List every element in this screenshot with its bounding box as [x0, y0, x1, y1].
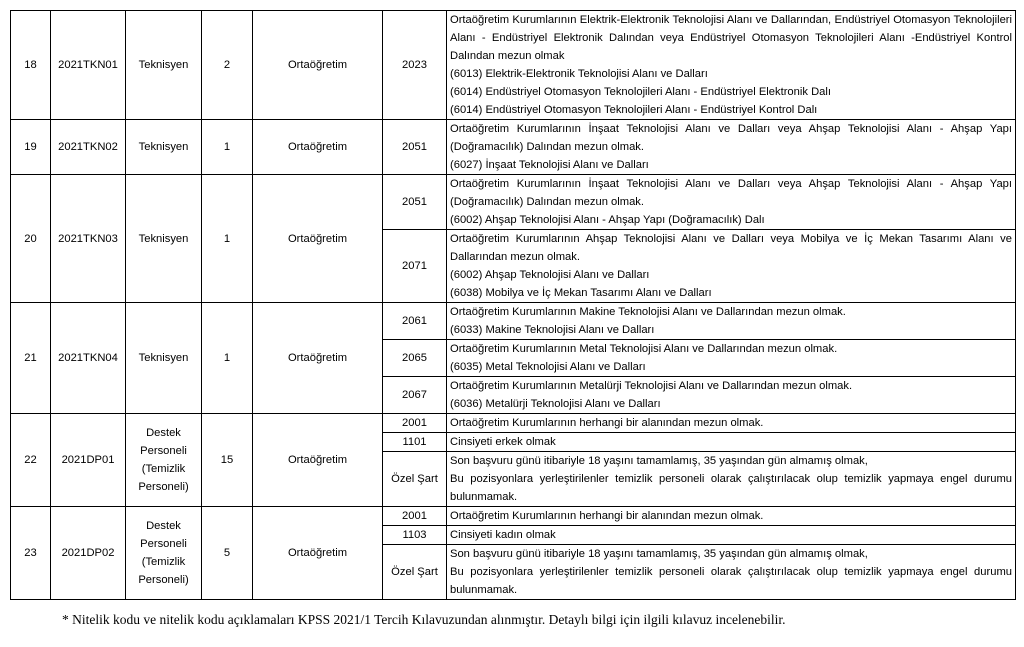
- description-line: Cinsiyeti erkek olmak: [450, 436, 556, 448]
- position-title-line: Teknisyen: [138, 232, 189, 245]
- qualification-code: 2051: [383, 175, 447, 230]
- description-line: (6002) Ahşap Teknolojisi Alanı ve Dalları: [450, 269, 650, 281]
- description-line: Ortaöğretim Kurumlarının Elektrik-Elektronik Teknolojisi Alanı ve Dallarından, Endüstriyel Otomasyon Teknolojileri Alanı - Endüstriyel Elektronik Dalından veya Endüstriyel Otomasyon Teknolojileri Alanı -Endüstriyel Kontrol Dalından mezun olmak: [450, 14, 1012, 62]
- qualification-code: 2061: [383, 303, 447, 340]
- description-line: Ortaöğretim Kurumlarının Metalürji Teknolojisi Alanı ve Dallarından mezun olmak.: [450, 380, 853, 392]
- qualification-code: 2001: [383, 507, 447, 526]
- position-code: 2021TKN01: [51, 11, 126, 120]
- position-code: 2021DP02: [51, 507, 126, 600]
- position-title: [126, 11, 202, 120]
- table-row: [11, 120, 1016, 175]
- qualification-description: [447, 526, 1016, 545]
- position-title-line: Destek: [146, 427, 181, 439]
- qualification-description: [447, 414, 1016, 433]
- description-line: Bu pozisyonlara yerleştirilenler temizlik personeli olarak çalıştırılacak olup temizlik yapmaya engel durumu bulunmamak.: [450, 566, 1012, 596]
- education-level: Ortaöğretim: [253, 414, 383, 507]
- staff-count: 1: [202, 120, 253, 175]
- education-level: Ortaöğretim: [253, 507, 383, 600]
- position-title: [126, 414, 202, 507]
- qualification-code: 2001: [383, 414, 447, 433]
- table-row: [11, 414, 1016, 433]
- qualification-code: 2065: [383, 340, 447, 377]
- table-body: [11, 11, 1016, 600]
- qualification-code: 2023: [383, 11, 447, 120]
- description-line: (6027) İnşaat Teknolojisi Alanı ve Dalları: [450, 159, 649, 171]
- qualification-code: 1101: [383, 433, 447, 452]
- staff-count: 15: [202, 414, 253, 507]
- position-title-line: Teknisyen: [138, 352, 189, 364]
- position-title: [126, 120, 202, 175]
- education-level: Ortaöğretim: [253, 11, 383, 120]
- description-line: (6038) Mobilya ve İç Mekan Tasarımı Alanı ve Dalları: [450, 287, 712, 299]
- staff-count: 5: [202, 507, 253, 600]
- position-title-line: Personeli: [140, 538, 187, 550]
- education-level: Ortaöğretim: [253, 303, 383, 414]
- footnote: * Nitelik kodu ve nitelik kodu açıklamaları KPSS 2021/1 Tercih Kılavuzundan alınmıştır. Detaylı bilgi için ilgili kılavuz incelenebilir.: [62, 612, 786, 627]
- table-row: [11, 175, 1016, 230]
- qualification-code: 2071: [383, 230, 447, 303]
- description-line: Son başvuru günü itibariyle 18 yaşını tamamlamış, 35 yaşından gün almamış olmak,: [450, 455, 868, 467]
- position-title-line: Personeli): [138, 574, 189, 586]
- staff-count: 1: [202, 303, 253, 414]
- qualification-description: [447, 340, 1016, 377]
- description-line: Cinsiyeti kadın olmak: [450, 529, 556, 541]
- qualification-description: [447, 11, 1016, 120]
- position-title-line: Destek: [146, 520, 181, 532]
- description-line: Ortaöğretim Kurumlarının Makine Teknolojisi Alanı ve Dallarından mezun olmak.: [450, 306, 846, 318]
- qualification-description: [447, 303, 1016, 340]
- row-number: 20: [11, 175, 51, 303]
- description-line: Ortaöğretim Kurumlarının herhangi bir alanından mezun olmak.: [450, 510, 764, 522]
- staff-count: 2: [202, 11, 253, 120]
- row-number: 23: [11, 507, 51, 600]
- description-line: Ortaöğretim Kurumlarının Metal Teknolojisi Alanı ve Dallarından mezun olmak.: [450, 343, 838, 355]
- qualification-code: 1103: [383, 526, 447, 545]
- description-line: (6013) Elektrik-Elektronik Teknolojisi Alanı ve Dalları: [450, 68, 708, 80]
- qualification-code: Özel Şart: [383, 452, 447, 507]
- position-code: 2021DP01: [51, 414, 126, 507]
- qualification-description: [447, 120, 1016, 175]
- qualification-description: [447, 507, 1016, 526]
- qualification-code: Özel Şart: [383, 545, 447, 600]
- description-line: Son başvuru günü itibariyle 18 yaşını tamamlamış, 35 yaşından gün almamış olmak,: [450, 548, 868, 560]
- table-row: [11, 11, 1016, 120]
- qualification-code: 2067: [383, 377, 447, 414]
- qualification-description: [447, 545, 1016, 600]
- position-code: 2021TKN02: [51, 120, 126, 175]
- position-title-line: Teknisyen: [138, 59, 189, 71]
- position-title: [126, 507, 202, 600]
- education-level: Ortaöğretim: [253, 120, 383, 175]
- qualification-description: [447, 175, 1016, 230]
- table-row: [11, 303, 1016, 340]
- qualification-table: [10, 10, 1016, 600]
- position-title-line: Personeli): [138, 481, 189, 493]
- description-line: (6014) Endüstriyel Otomasyon Teknolojileri Alanı - Endüstriyel Kontrol Dalı: [450, 104, 818, 116]
- description-line: (6035) Metal Teknolojisi Alanı ve Dalları: [450, 361, 646, 373]
- position-title-line: (Temizlik: [141, 556, 186, 568]
- description-line: Ortaöğretim Kurumlarının Ahşap Teknolojisi Alanı ve Dalları veya Mobilya ve İç Mekan Tasarımı Alanı ve Dallarından mezun olmak.: [450, 233, 1012, 263]
- description-line: (6014) Endüstriyel Otomasyon Teknolojileri Alanı - Endüstriyel Elektronik Dalı: [450, 86, 831, 98]
- qualification-description: [447, 230, 1016, 303]
- qualification-description: [447, 377, 1016, 414]
- description-line: Ortaöğretim Kurumlarının İnşaat Teknolojisi Alanı ve Dalları veya Ahşap Teknolojisi Alanı - Ahşap Yapı (Doğramacılık) Dalından mezun olmak.: [450, 123, 1012, 153]
- position-code: 2021TKN03: [51, 175, 126, 303]
- position-title-line: Teknisyen: [138, 141, 189, 153]
- qualification-description: [447, 433, 1016, 452]
- description-line: (6033) Makine Teknolojisi Alanı ve Dalları: [450, 324, 655, 336]
- description-line: Ortaöğretim Kurumlarının herhangi bir alanından mezun olmak.: [450, 417, 764, 429]
- table-row: [11, 507, 1016, 526]
- row-number: 21: [11, 303, 51, 414]
- description-line: Ortaöğretim Kurumlarının İnşaat Teknolojisi Alanı ve Dalları veya Ahşap Teknolojisi Alanı - Ahşap Yapı (Doğramacılık) Dalından mezun olmak.: [450, 178, 1012, 208]
- education-level: Ortaöğretim: [253, 175, 383, 303]
- description-line: (6036) Metalürji Teknolojisi Alanı ve Dalları: [450, 398, 661, 410]
- row-number: 22: [11, 414, 51, 507]
- position-code: 2021TKN04: [51, 303, 126, 414]
- position-title: [126, 303, 202, 414]
- staff-count: 1: [202, 175, 253, 303]
- position-title: [126, 175, 202, 303]
- description-line: Bu pozisyonlara yerleştirilenler temizlik personeli olarak çalıştırılacak olup temizlik yapmaya engel durumu bulunmamak.: [450, 473, 1012, 503]
- position-title-line: (Temizlik: [141, 463, 186, 475]
- row-number: 18: [11, 11, 51, 120]
- qualification-code: 2051: [383, 120, 447, 175]
- position-title-line: Personeli: [140, 445, 187, 457]
- row-number: 19: [11, 120, 51, 175]
- qualification-description: [447, 452, 1016, 507]
- description-line: (6002) Ahşap Teknolojisi Alanı - Ahşap Yapı (Doğramacılık) Dalı: [450, 214, 765, 226]
